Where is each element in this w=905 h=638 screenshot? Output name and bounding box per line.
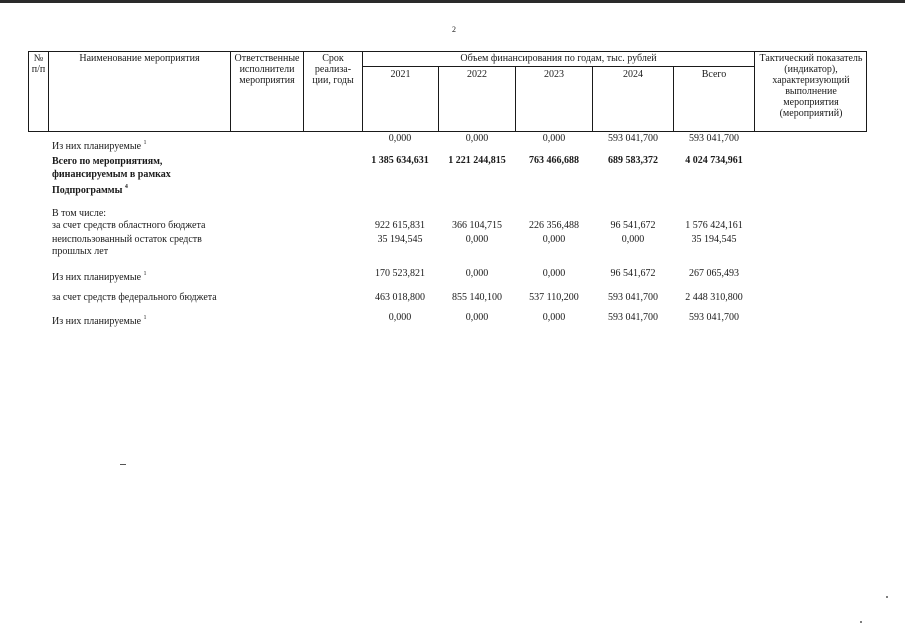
value-2021: 0,000 — [388, 312, 412, 323]
value-2024: 689 583,372 — [608, 155, 658, 166]
value-2021: 463 018,800 — [375, 292, 425, 303]
value-2023: 0,000 — [542, 133, 566, 144]
value-2024: 96 541,672 — [610, 268, 656, 279]
value-total: 4 024 734,961 — [685, 155, 743, 166]
row-label: Из них планируемые $^1$ — [52, 315, 147, 327]
value-2021: 35 194,545 — [377, 234, 423, 245]
value-2021: 170 523,821 — [375, 268, 425, 279]
row-label-total: Всего по мероприятиям, финансируемым в рамках Подпрограммы $^4$ — [52, 156, 171, 196]
row-label: за счет средств областного бюджета — [52, 220, 206, 231]
value-2023: 226 356,488 — [529, 220, 579, 231]
value-2021: 1 385 634,631 — [371, 155, 429, 166]
scan-speck — [886, 596, 888, 598]
value-2023: 763 466,688 — [529, 155, 579, 166]
header-col-name: Наименование мероприятия — [79, 53, 200, 64]
value-total: 35 194,545 — [691, 234, 737, 245]
scan-speck — [860, 621, 862, 623]
row-label: В том числе: — [52, 208, 107, 219]
value-2022: 366 104,715 — [452, 220, 502, 231]
row-label: за счет средств федерального бюджета — [52, 292, 217, 303]
row-label: Из них планируемые $^1$ — [52, 271, 147, 283]
value-2023: 0,000 — [542, 312, 566, 323]
col-divider-exec — [303, 51, 304, 132]
header-col-term: Срок реализа-ции, годы — [312, 53, 354, 86]
header-year-2023: 2023 — [544, 69, 564, 80]
header-year-2024: 2024 — [623, 69, 643, 80]
value-2024: 593 041,700 — [608, 133, 658, 144]
header-col-num: № п/п — [31, 53, 46, 75]
table-top-border — [28, 51, 866, 52]
scan-speck — [120, 464, 126, 465]
value-2022: 0,000 — [465, 133, 489, 144]
row-label: Из них планируемые $^1$ — [52, 140, 147, 152]
value-2022: 0,000 — [465, 312, 489, 323]
value-2023: 537 110,200 — [529, 292, 579, 303]
row-label: неиспользованный остаток средств прошлых лет — [52, 234, 202, 257]
value-2022: 1 221 244,815 — [448, 155, 506, 166]
value-2024: 593 041,700 — [608, 292, 658, 303]
page-number: 2 — [452, 25, 456, 34]
value-2022: 855 140,100 — [452, 292, 502, 303]
value-total: 1 576 424,161 — [685, 220, 743, 231]
scan-top-edge — [0, 0, 905, 3]
header-col-funding: Объем финансирования по годам, тыс. рублей — [460, 53, 657, 64]
value-2024: 593 041,700 — [608, 312, 658, 323]
value-total: 593 041,700 — [689, 312, 739, 323]
header-year-2021: 2021 — [390, 69, 411, 80]
value-total: 2 448 310,800 — [685, 292, 743, 303]
header-col-exec: Ответственные исполнители мероприятия — [234, 53, 300, 86]
header-bottom-border — [28, 131, 866, 132]
value-2022: 0,000 — [465, 268, 489, 279]
col-divider-total — [754, 51, 755, 132]
value-2023: 0,000 — [542, 234, 566, 245]
header-col-indicator: Тактический показатель (индикатор), характеризующий выполнение мероприятия (мероприятий) — [759, 53, 863, 119]
value-2021: 0,000 — [388, 133, 412, 144]
value-2024: 96 541,672 — [610, 220, 656, 231]
funding-subheader-border — [362, 66, 754, 67]
value-2021: 922 615,831 — [375, 220, 425, 231]
table-right-border — [866, 51, 867, 132]
value-total: 593 041,700 — [689, 133, 739, 144]
header-total: Всего — [701, 69, 727, 80]
header-year-2022: 2022 — [467, 69, 487, 80]
value-2023: 0,000 — [542, 268, 566, 279]
value-2024: 0,000 — [621, 234, 645, 245]
value-total: 267 065,493 — [689, 268, 739, 279]
value-2022: 0,000 — [465, 234, 489, 245]
